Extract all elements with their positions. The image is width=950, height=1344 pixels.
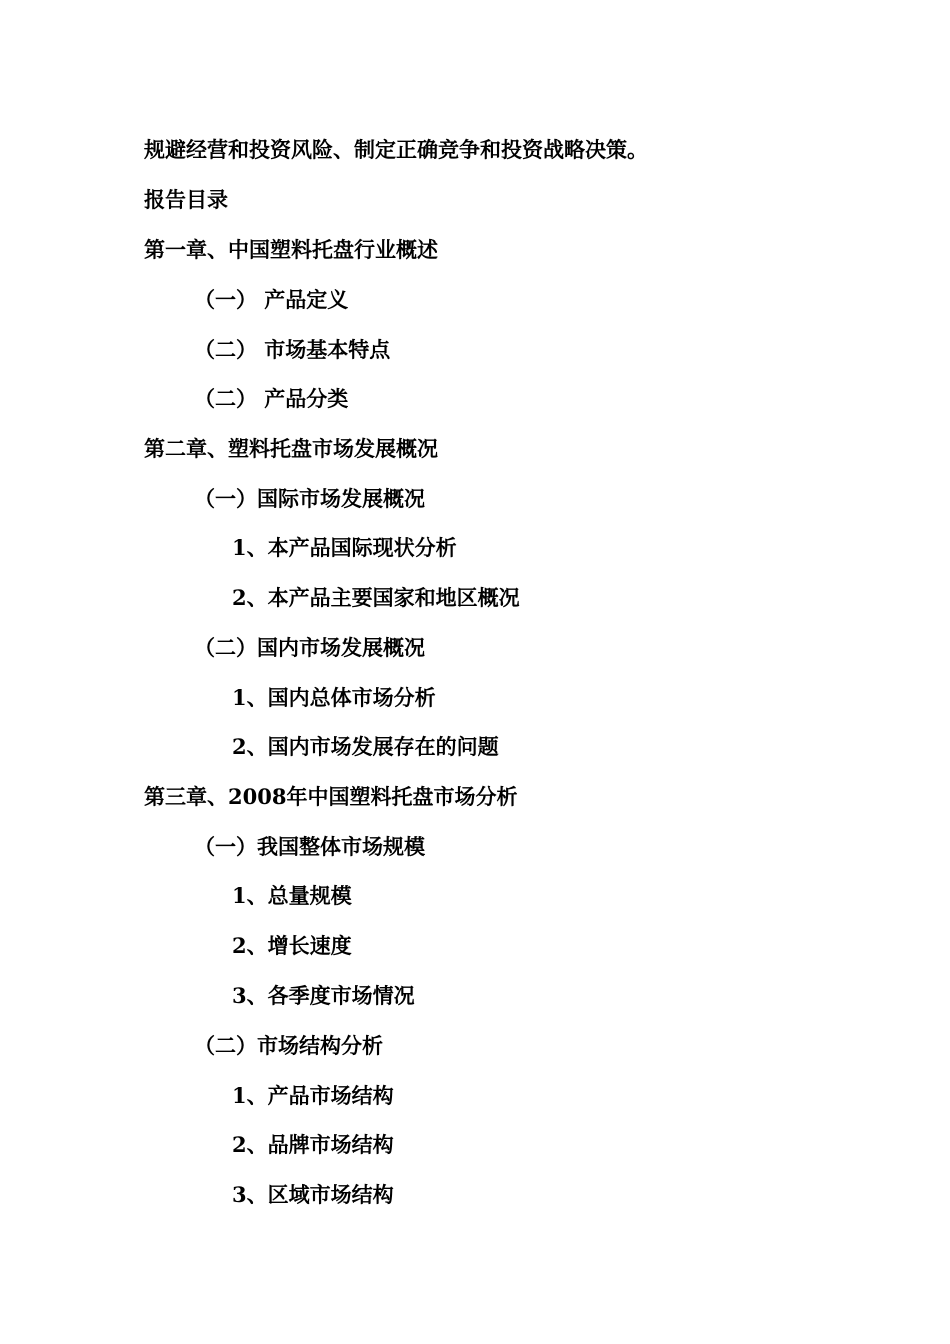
toc-section: （二） 产品分类 — [194, 386, 349, 411]
toc-subsection: 1、总量规模 — [232, 883, 352, 908]
intro-sentence: 规避经营和投资风险、制定正确竞争和投资战略决策。 — [144, 137, 648, 162]
toc-chapter: 第二章、塑料托盘市场发展概况 — [144, 436, 438, 461]
toc-section: （二）市场结构分析 — [194, 1033, 383, 1058]
toc-subsection: 2、本产品主要国家和地区概况 — [232, 585, 520, 610]
toc-section: （二） 市场基本特点 — [194, 337, 391, 362]
toc-subsection: 3、各季度市场情况 — [232, 983, 415, 1008]
toc-subsection: 2、国内市场发展存在的问题 — [232, 734, 499, 759]
toc-chapter: 第三章、2008年中国塑料托盘市场分析 — [144, 784, 518, 809]
toc-subsection: 1、本产品国际现状分析 — [232, 535, 457, 560]
toc-section: （一） 产品定义 — [194, 287, 349, 312]
toc-subsection: 3、区域市场结构 — [232, 1182, 394, 1207]
toc-subsection: 2、品牌市场结构 — [232, 1132, 394, 1157]
toc-section: （一）国际市场发展概况 — [194, 486, 425, 511]
toc-section: （二）国内市场发展概况 — [194, 635, 425, 660]
toc-subsection: 1、产品市场结构 — [232, 1083, 394, 1108]
toc-chapter: 第一章、中国塑料托盘行业概述 — [144, 237, 438, 262]
toc-subsection: 1、国内总体市场分析 — [232, 685, 436, 710]
toc-section: （一）我国整体市场规模 — [194, 834, 425, 859]
toc-subsection: 2、增长速度 — [232, 933, 352, 958]
toc-heading: 报告目录 — [144, 187, 228, 212]
